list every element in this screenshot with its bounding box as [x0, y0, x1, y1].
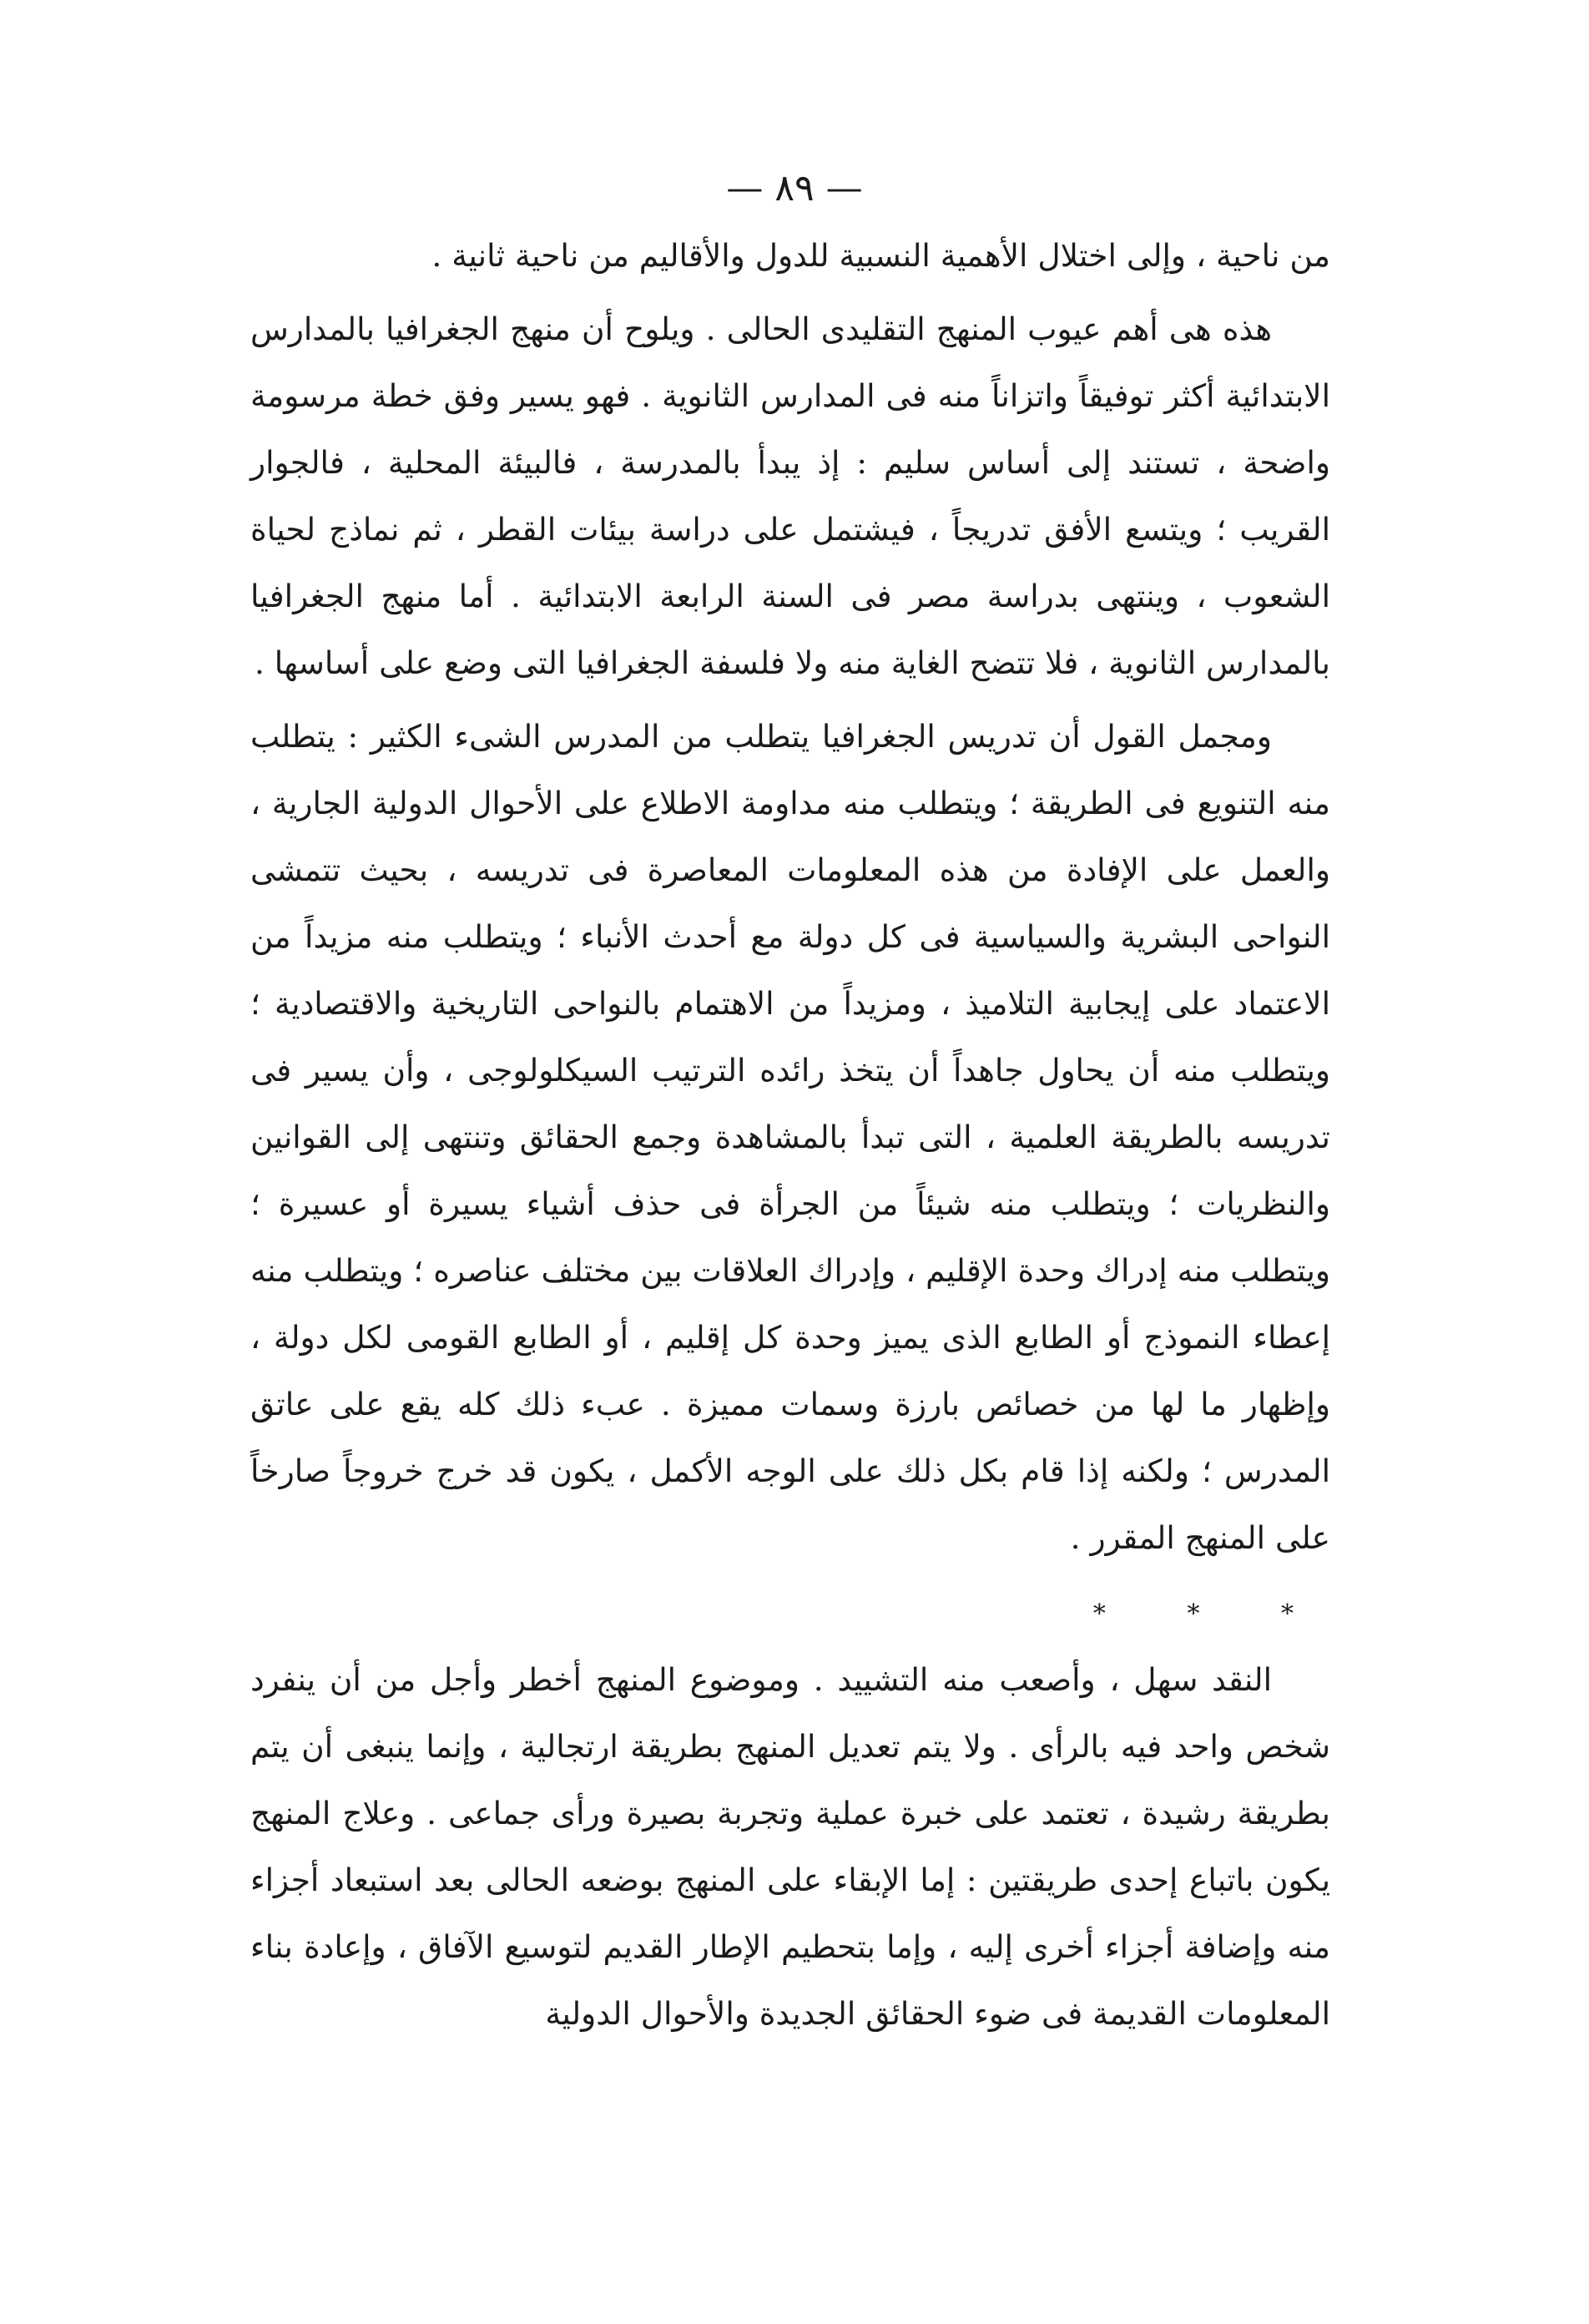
paragraph-continuation: من ناحية ، وإلى اختلال الأهمية النسبية للدول والأقاليم من ناحية ثانية . — [431, 237, 1330, 274]
section-separator: * * * — [1092, 1599, 1330, 1629]
body-text — [250, 222, 1330, 2047]
paragraph-curriculum-faults: هذه هى أهم عيوب المنهج التقليدى الحالى . ويلوح أن منهج الجغرافيا بالمدارس الابتدائية أكثر توفيقاً واتزاناً منه فى المدارس الثانوية . فهو يسير وفق خطة مرسومة واضحة ، تستند إلى أساس سليم : إذ يبدأ بالمدرسة ، فالبيئة المحلية ، فالجوار القريب ؛ ويتسع الأفق تدريجاً ، فيشتمل على دراسة بيئات القطر ، ثم نماذج لحياة الشعوب ، وينتهى بدراسة مصر فى السنة الرابعة الابتدائية . أما منهج الجغرافيا بالمدارس الثانوية ، فلا تتضح الغاية منه ولا فلسفة الجغرافيا التى وضع على أساسها . — [250, 311, 1330, 681]
page-number: — ٨٩ — — [726, 167, 863, 210]
paragraph-criticism: النقد سهل ، وأصعب منه التشييد . وموضوع المنهج أخطر وأجل من أن ينفرد شخص واحد فيه بالرأى . ولا يتم تعديل المنهج بطريقة ارتجالية ، وإنما ينبغى أن يتم بطريقة رشيدة ، تعتمد على خبرة عملية وتجربة بصيرة ورأى جماعى . وعلاج المنهج يكون باتباع إحدى طريقتين : إما الإبقاء على المنهج بوضعه الحالى بعد استبعاد أجزاء منه وإضافة أجزاء أخرى إليه ، وإما بتحطيم الإطار القديم لتوسيع الآفاق ، وإعادة بناء المعلومات القديمة فى ضوء الحقائق الجديدة والأحوال الدولية — [250, 1661, 1331, 2032]
paragraph-teacher-demands: ومجمل القول أن تدريس الجغرافيا يتطلب من المدرس الشىء الكثير : يتطلب منه التنويع فى الطريقة ؛ ويتطلب منه مداومة الاطلاع على الأحوال الدولية الجارية ، والعمل على الإفادة من هذه المعلومات المعاصرة فى تدريسه ، بحيث تتمشى النواحى البشرية والسياسية فى كل دولة مع أحدث الأنباء ؛ ويتطلب منه مزيداً من الاعتماد على إيجابية التلاميذ ، ومزيداً من الاهتمام بالنواحى التاريخية والاقتصادية ؛ ويتطلب منه أن يحاول جاهداً أن يتخذ رائده الترتيب السيكلولوجى ، وأن يسير فى تدريسه بالطريقة العلمية ، التى تبدأ بالمشاهدة وجمع الحقائق وتنتهى إلى القوانين والنظريات ؛ ويتطلب منه شيئاً من الجرأة فى حذف أشياء يسيرة أو عسيرة ؛ ويتطلب منه إدراك وحدة الإقليم ، وإدراك العلاقات بين مختلف عناصره ؛ ويتطلب منه إعطاء النموذج أو الطابع الذى يميز وحدة كل إقليم ، أو الطابع القومى لكل دولة ، وإظهار ما لها من خصائص بارزة وسمات مميزة . عبء ذلك كله يقع على عاتق المدرس ؛ ولكنه إذا قام بكل ذلك على الوجه الأكمل ، يكون قد خرج خروجاً صارخاً على المنهج المقرر . — [250, 718, 1330, 1556]
